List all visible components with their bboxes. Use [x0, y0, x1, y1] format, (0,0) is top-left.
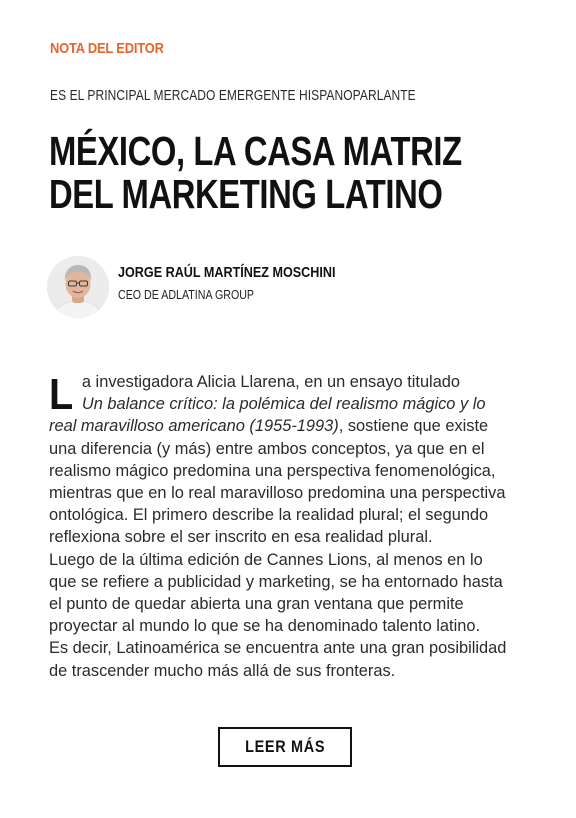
article-line: que se refiere a publicidad y marketing, se ha entornado hasta [49, 572, 503, 591]
article-body [49, 371, 539, 682]
article-line: Es decir, Latinoamérica se encuentra ante una gran posibilidad [49, 639, 507, 658]
article-title-italic: real maravilloso americano (1955-1993) [49, 417, 339, 436]
read-more-button[interactable] [218, 727, 352, 767]
article-line: de trascender mucho más allá de sus fronteras. [49, 661, 396, 680]
article-line: el punto de quedar abierta una gran ventana que permite [49, 595, 464, 614]
article-line: realismo mágico predomina una perspectiva fenomenológica, [49, 461, 496, 480]
headline-line: DEL MARKETING LATINO [49, 171, 443, 217]
article-line-italic: Un balance crítico: la polémica del realismo mágico y lo [81, 395, 486, 414]
article-line-tail: , sostiene que existe [338, 417, 489, 436]
kicker: ES EL PRINCIPAL MERCADO EMERGENTE HISPANOPARLANTE [50, 87, 416, 104]
article-line: mientras que en lo real maravilloso predomina una perspectiva [49, 484, 506, 503]
avatar [47, 256, 109, 318]
section-tag: NOTA DEL EDITOR [50, 40, 164, 57]
author-role: CEO DE ADLATINA GROUP [118, 287, 255, 302]
drop-cap: L [49, 370, 74, 419]
article-line: reflexiona sobre el ser inscrito en esa realidad plural. [49, 528, 433, 547]
article-line: a investigadora Alicia Llarena, en un ensayo titulado [81, 373, 461, 391]
author-byline [47, 256, 527, 320]
author-name: JORGE RAÚL MARTÍNEZ MOSCHINI [118, 264, 336, 281]
article-line: una diferencia (y más) entre ambos conceptos, ya que en el [49, 439, 485, 458]
article-line: ontológica. El primero describe la realidad plural; el segundo [49, 506, 489, 525]
author-portrait-icon [47, 256, 109, 318]
headline-line: MÉXICO, LA CASA MATRIZ [49, 128, 462, 174]
article-line: Luego de la última edición de Cannes Lions, al menos en lo [49, 550, 483, 569]
headline [49, 130, 462, 216]
article-line: proyectar al mundo lo que se ha denominado talento latino. [49, 617, 480, 636]
read-more-label: LEER MÁS [244, 737, 326, 756]
article-line [49, 415, 539, 437]
